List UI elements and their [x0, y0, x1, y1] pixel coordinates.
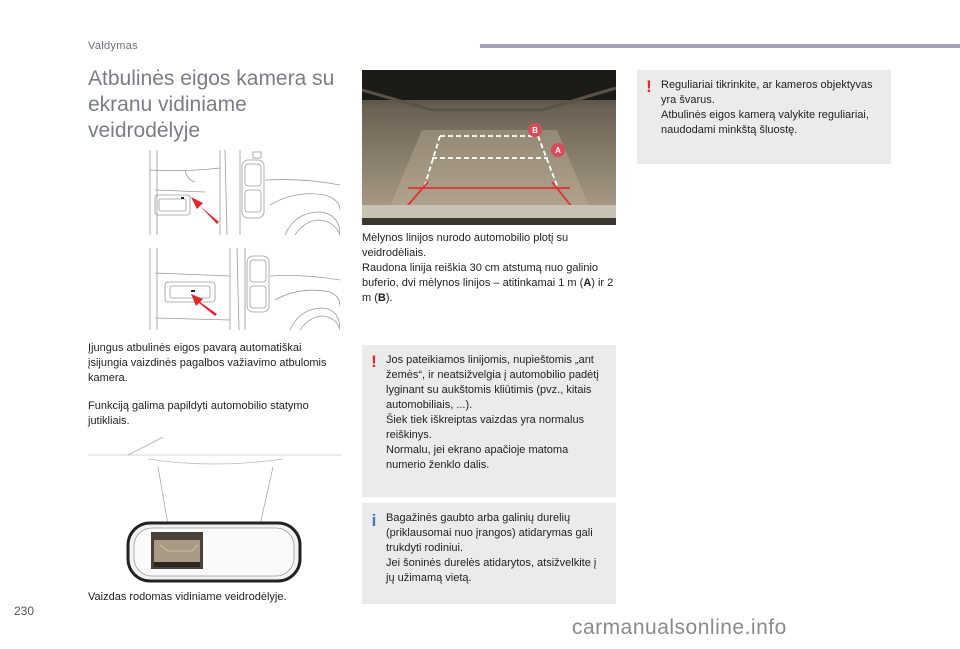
warning-lines-paragraph-3: Normalu, jei ekrano apačioje matoma numerio ženklo dalis. — [386, 444, 569, 471]
rear-view-mirror-illustration — [88, 437, 341, 587]
warning-lines-box — [362, 345, 616, 497]
mirror-caption: Vaizdas rodomas vidiniame veidrodėlyje. — [88, 591, 287, 603]
warning-lines-paragraph-1: Jos pateikiamos linijomis, nupieštomis „ant žemės“, ir neatsižvelgia į automobilio padėtį lyginant su aukštomis kliūtimis (pvz., kitais automobiliais, ...). — [386, 354, 599, 411]
arrow-icon — [191, 294, 217, 316]
camera-label-b: B — [532, 126, 538, 135]
van-rear-illustration-top — [145, 150, 340, 235]
warning-clean-box — [637, 70, 891, 164]
intro-text — [88, 341, 343, 386]
lines-explanation-paragraph-1: Mėlynos linijos nurodo automobilio plotį su veidrodėliais. — [362, 232, 569, 259]
info-doors-paragraph-1: Bagažinės gaubto arba galinių durelių (priklausomai nuo įrangos) atidarymas gali trukdyti rodiniui. — [386, 512, 593, 554]
intro-text-2 — [88, 399, 343, 429]
camera-view-image — [362, 70, 616, 225]
lines-explanation-paragraph-2: Raudona linija reiškia 30 cm atstumą nuo galinio buferio, dvi mėlynos linijos – atitinkamai 1 m (A) ir 2 m (B). — [362, 262, 614, 304]
page-title: Atbulinės eigos kamera su ekranu vidiniame veidrodėlyje — [88, 67, 335, 142]
info-doors-box — [362, 503, 616, 604]
warning-lines-paragraph-2: Šiek tiek iškreiptas vaizdas yra normalus reiškinys. — [386, 414, 585, 441]
watermark: carmanualsonline.info — [572, 616, 787, 639]
camera-label-a: A — [555, 146, 561, 155]
lines-explanation — [362, 231, 618, 306]
section-divider-bar — [480, 44, 960, 48]
intro-paragraph-1: Įjungus atbulinės eigos pavarą automatiškai įsijungia vaizdinės pagalbos važiavimo atbulomis kamera. — [88, 342, 327, 384]
info-doors-paragraph-2: Jei šoninės durelės atidarytos, atsižvelkite į jų užimamą vietą. — [386, 557, 597, 584]
page-number: 230 — [14, 604, 35, 618]
van-rear-illustration-bottom — [145, 248, 340, 330]
intro-paragraph-2: Funkciją galima papildyti automobilio statymo jutikliais. — [88, 400, 309, 427]
warning-icon: ! — [371, 352, 377, 371]
section-label: Valdymas — [88, 40, 138, 52]
warning-icon: ! — [646, 77, 652, 96]
info-icon: i — [371, 511, 377, 530]
arrow-icon — [191, 197, 219, 224]
warning-clean-paragraph-2: Atbulinės eigos kamerą valykite reguliariai, naudodami minkštą šluostę. — [661, 109, 869, 136]
warning-clean-paragraph-1: Reguliariai tikrinkite, ar kameros objektyvas yra švarus. — [661, 79, 873, 106]
